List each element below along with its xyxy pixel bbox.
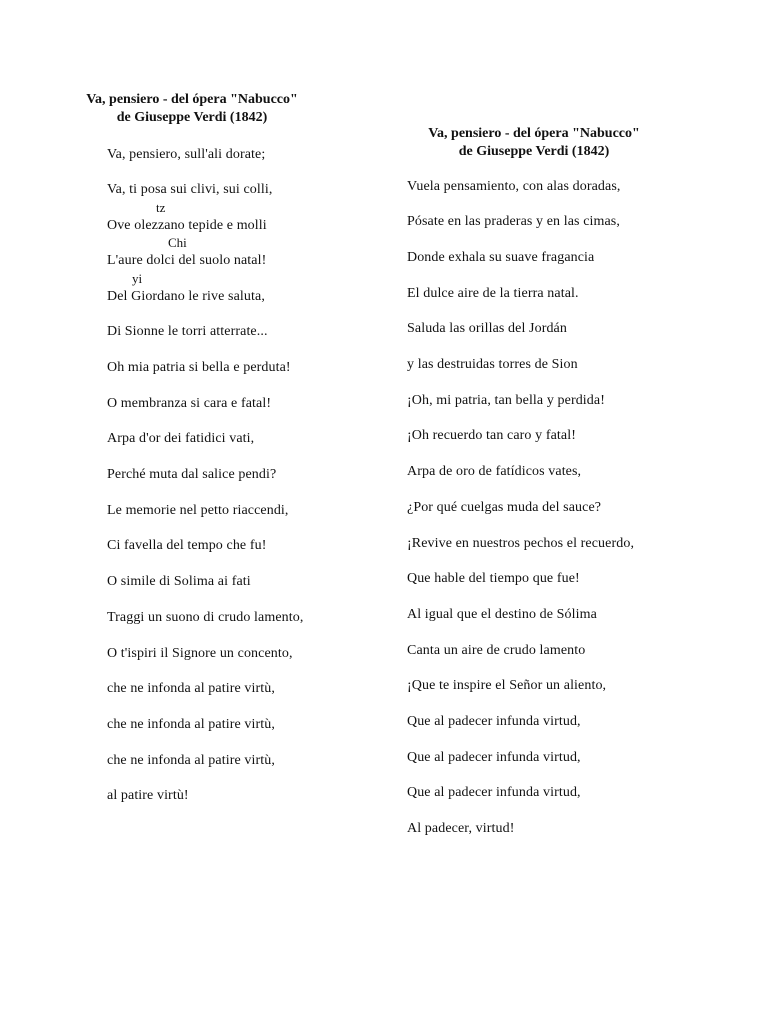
italian-line: O membranza si cara e fatal!: [107, 396, 272, 411]
italian-line: che ne infonda al patire virtù,: [107, 717, 275, 732]
italian-annotation: yi: [132, 271, 143, 286]
italian-annotation: tz: [156, 200, 166, 215]
spanish-title: [384, 125, 684, 161]
italian-line: Traggi un suono di crudo lamento,: [107, 610, 304, 625]
italian-line: Del Giordano le rive saluta,: [107, 289, 265, 304]
italian-title-line1: Va, pensiero - del ópera "Nabucco": [86, 92, 298, 107]
italian-line: Di Sionne le torri atterrate...: [107, 324, 268, 339]
italian-line: che ne infonda al patire virtù,: [107, 681, 275, 696]
italian-line: O t'ispiri il Signore un concento,: [107, 646, 293, 661]
spanish-line: Donde exhala su suave fragancia: [407, 250, 595, 265]
spanish-title-line2: de Giuseppe Verdi (1842): [458, 144, 610, 159]
spanish-line: Saluda las orillas del Jordán: [407, 321, 567, 336]
spanish-line: Que al padecer infunda virtud,: [407, 714, 581, 729]
spanish-line: ¡Que te inspire el Señor un aliento,: [407, 678, 607, 693]
italian-line: che ne infonda al patire virtù,: [107, 753, 275, 768]
spanish-line: Pósate en las praderas y en las cimas,: [407, 214, 620, 229]
italian-title: [50, 91, 334, 127]
italian-line: L'aure dolci del suolo natal!: [107, 253, 267, 268]
italian-annotation: Chi: [168, 235, 187, 250]
spanish-line: Canta un aire de crudo lamento: [407, 643, 586, 658]
spanish-line: Vuela pensamiento, con alas doradas,: [407, 179, 621, 194]
italian-line: Perché muta dal salice pendi?: [107, 467, 277, 482]
spanish-line: ¡Oh recuerdo tan caro y fatal!: [407, 428, 576, 443]
spanish-line: ¿Por qué cuelgas muda del sauce?: [407, 500, 602, 515]
italian-line: Le memorie nel petto riaccendi,: [107, 503, 289, 518]
spanish-line: Arpa de oro de fatídicos vates,: [407, 464, 582, 479]
italian-line: Va, ti posa sui clivi, sui colli,: [107, 182, 273, 197]
spanish-line: El dulce aire de la tierra natal.: [407, 286, 579, 301]
spanish-line: Que hable del tiempo que fue!: [407, 571, 580, 586]
spanish-title-line1: Va, pensiero - del ópera "Nabucco": [428, 126, 640, 141]
italian-line: Arpa d'or dei fatidici vati,: [107, 431, 255, 446]
italian-title-line2: de Giuseppe Verdi (1842): [116, 110, 268, 125]
italian-line: Oh mia patria si bella e perduta!: [107, 360, 291, 375]
spanish-line: Al padecer, virtud!: [407, 821, 515, 836]
italian-line: O simile di Solima ai fati: [107, 574, 251, 589]
spanish-line: y las destruidas torres de Sion: [407, 357, 578, 372]
spanish-line: Al igual que el destino de Sólima: [407, 607, 597, 622]
italian-line: al patire virtù!: [107, 788, 189, 803]
spanish-line: Que al padecer infunda virtud,: [407, 785, 581, 800]
italian-line: Ci favella del tempo che fu!: [107, 538, 267, 553]
spanish-line: ¡Oh, mi patria, tan bella y perdida!: [407, 393, 605, 408]
italian-line: Ove olezzano tepide e molli: [107, 218, 267, 233]
spanish-line: Que al padecer infunda virtud,: [407, 750, 581, 765]
italian-line: Va, pensiero, sull'ali dorate;: [107, 147, 266, 162]
spanish-line: ¡Revive en nuestros pechos el recuerdo,: [407, 536, 635, 551]
